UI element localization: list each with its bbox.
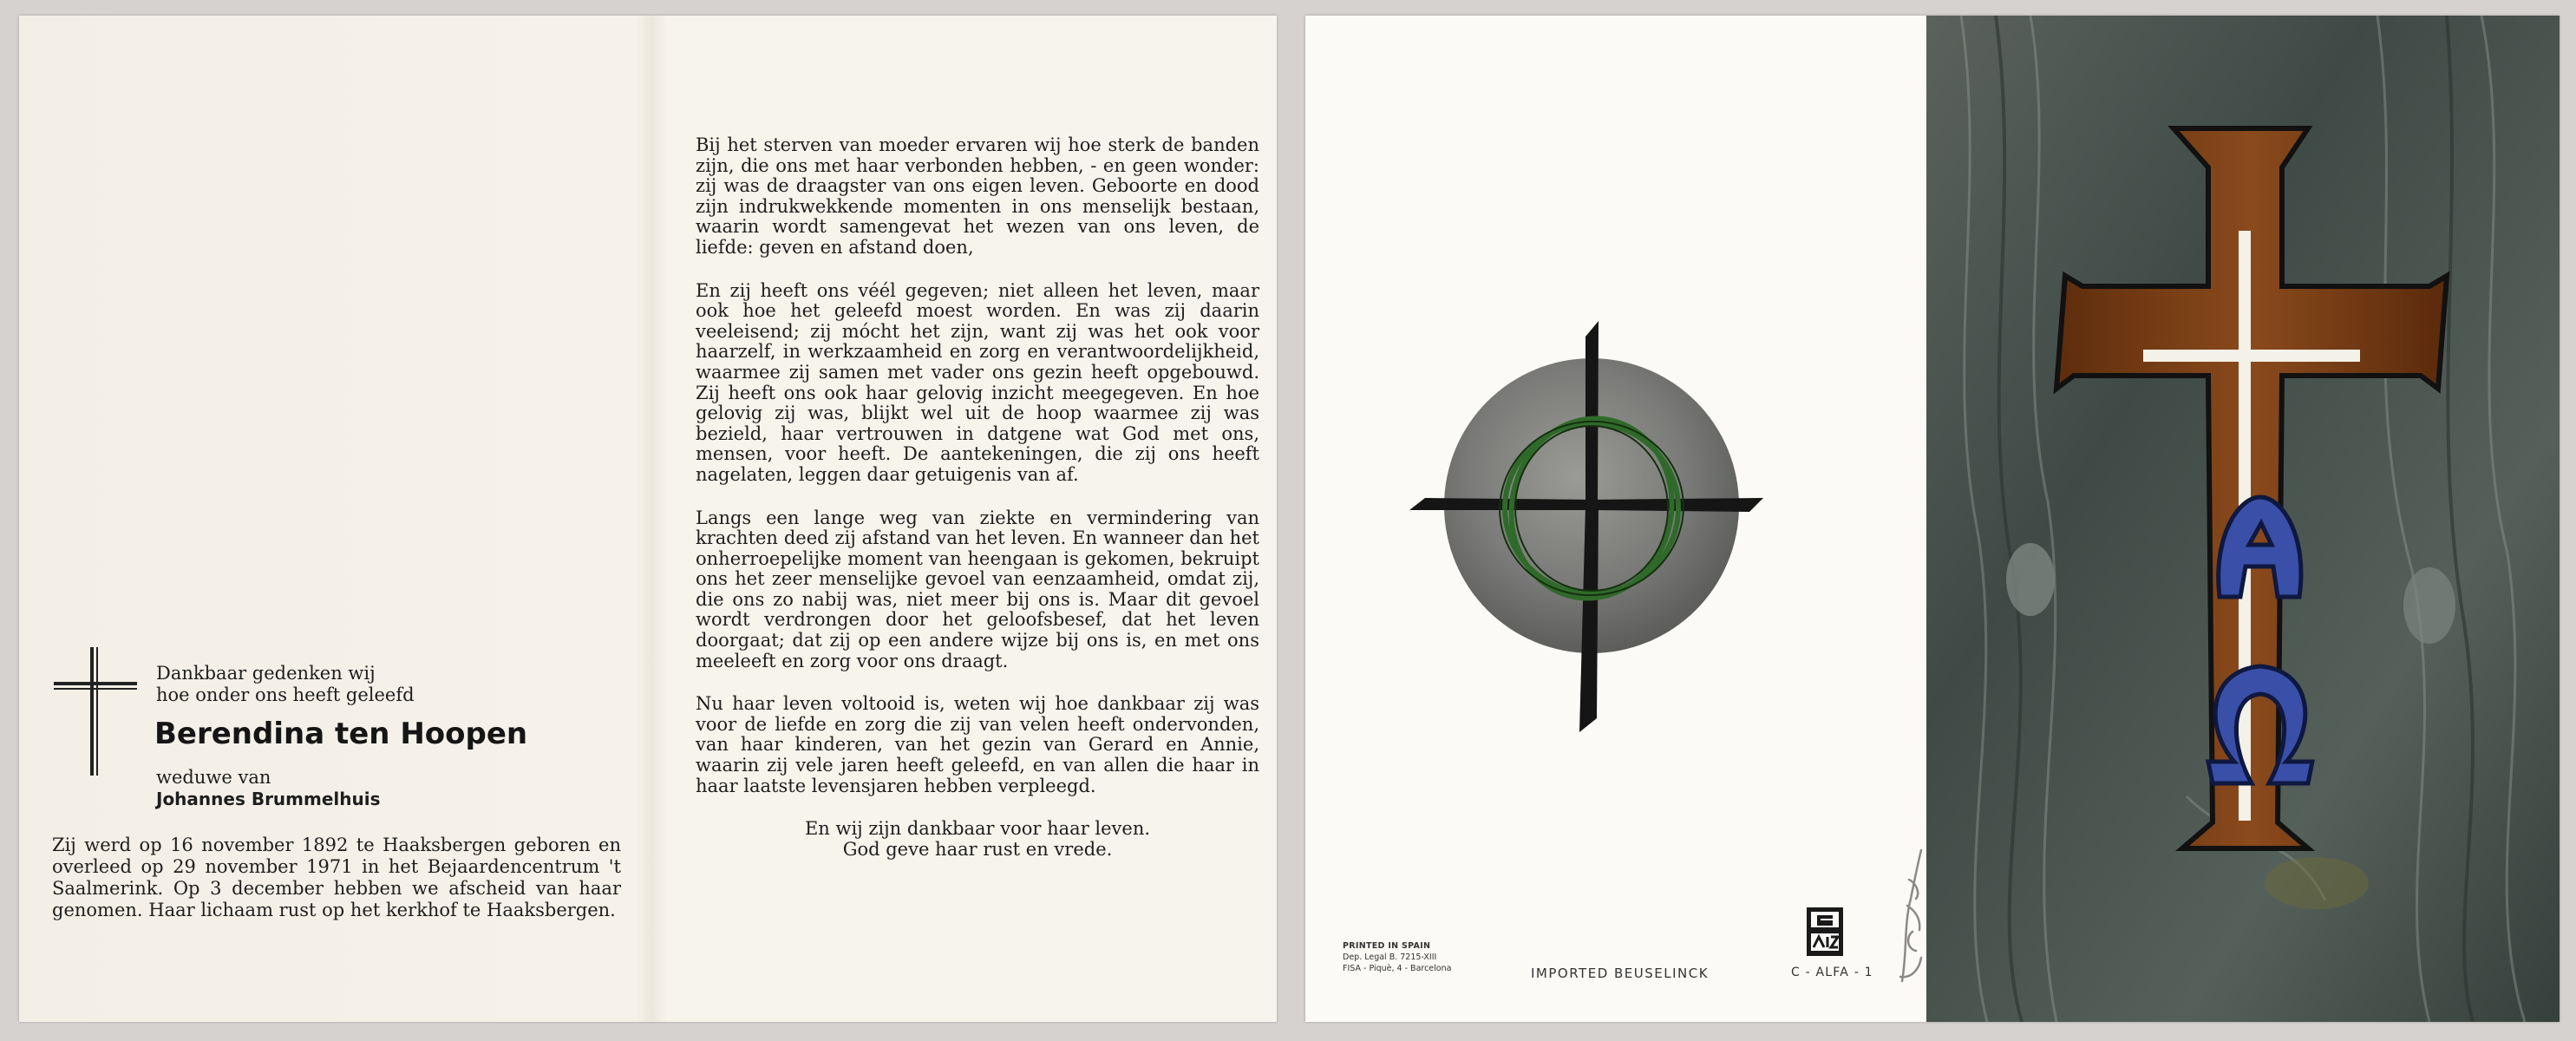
artist-signature — [1895, 847, 1930, 985]
biography: Zij werd op 16 november 1892 te Haaksbergen geboren en overleed op 29 november 1971 in het Bejaardencentrum 't Saalmerink. Op 3 december hebben we afscheid van haar genomen. Haar lichaam rust op het kerkhof te Haaksbergen. — [52, 835, 621, 920]
imprint-line: PRINTED IN SPAIN — [1343, 941, 1431, 951]
crown-of-thorns-emblem-icon — [1409, 319, 1774, 736]
closing-line: God geve haar rust en vrede. — [842, 838, 1113, 860]
letter-paragraph: Langs een lange weg van ziekte en vermindering van krachten deed zij afstand van het leven. En wanneer dan het onherroepelijke moment van heengaan is gekomen, bekruipt ons het zeer menselijke gevoel van eenzaamheid, omdat zij, die ons zo nabij was, niet meer bij ons is. Maar dit gevoel wordt verdrongen door het geloofsbesef, dat het leven doorgaat; dat zij op een andere wijze bij ons is, en met ons meeleeft en zorg voor ons draagt. — [696, 507, 1259, 671]
letter-paragraph: En zij heeft ons véél gegeven; niet alleen het leven, maar ook hoe het geleefd moest worden. En was zij daarin veeleisend; zij mócht het zijn, want zij was het ook voor haarzelf, in werkzaamheid en zorg en verantwoordelijkheid, waarmee zij samen met vader ons gezin heeft opgebouwd. Zij heeft ons ook haar gelovig inzicht meegegeven. En hoe gelovig zij was, blijkt wel uit de hoop waarmee zij was bezield, haar vertrouwen in datgene wat God met ons, mensen, voor heeft. De aantekeningen, die zij ons heeft nagelaten, leggen daar getuigenis van af. — [696, 279, 1259, 485]
back-cover-panel — [1305, 16, 1926, 1022]
dedication-text — [156, 663, 415, 706]
widow-info — [156, 767, 381, 810]
importer-label: IMPORTED BEUSELINCK — [1531, 966, 1710, 981]
catalog-code: C - ALFA - 1 — [1791, 966, 1873, 979]
card-outside — [1305, 16, 2560, 1022]
closing-line: En wij zijn dankbaar voor haar leven. — [804, 818, 1151, 840]
widow-of-label: weduwe van — [156, 767, 271, 788]
imprint-line: Dep. Legal B. 7215-XIII — [1343, 953, 1437, 962]
dedication-line: hoe onder ons heeft geleefd — [156, 684, 415, 705]
cross-painting — [1926, 16, 2560, 1022]
memorial-letter — [696, 135, 1259, 860]
closing-prayer — [696, 819, 1259, 860]
letter-paragraph: Nu haar leven voltooid is, weten wij hoe dankbaar zij was voor de liefde en zorg die zij van velen heeft ondervonden, van haar kinderen, van het gezin van Gerard en Annie, waarin zij vele jaren heeft geleefd, en van allen die haar in haar laatste levensjaren hebben verpleegd. — [696, 693, 1259, 796]
obituary-card-inside — [19, 16, 1277, 1022]
deceased-name: Berendina ten Hoopen — [154, 717, 528, 751]
printer-imprint — [1343, 940, 1451, 974]
imprint-line: FISA - Piquè, 4 - Barcelona — [1343, 964, 1452, 973]
dedication-line: Dankbaar gedenken wij — [156, 663, 376, 684]
letter-paragraph: Bij het sterven van moeder ervaren wij hoe sterk de banden zijn, die ons met haar verbonden hebben, - en geen wonder: zij was de draagster van ons eigen leven. Geboorte en dood zijn indrukwekkende momenten in ons menselijk bestaan, waarin wordt samengevat het wezen van ons leven, de liefde: geven en afstand doen, — [696, 134, 1259, 258]
publisher-logo-icon — [1807, 907, 1843, 956]
memorial-cross-icon — [54, 647, 137, 776]
spouse-name: Johannes Brummelhuis — [156, 789, 381, 809]
